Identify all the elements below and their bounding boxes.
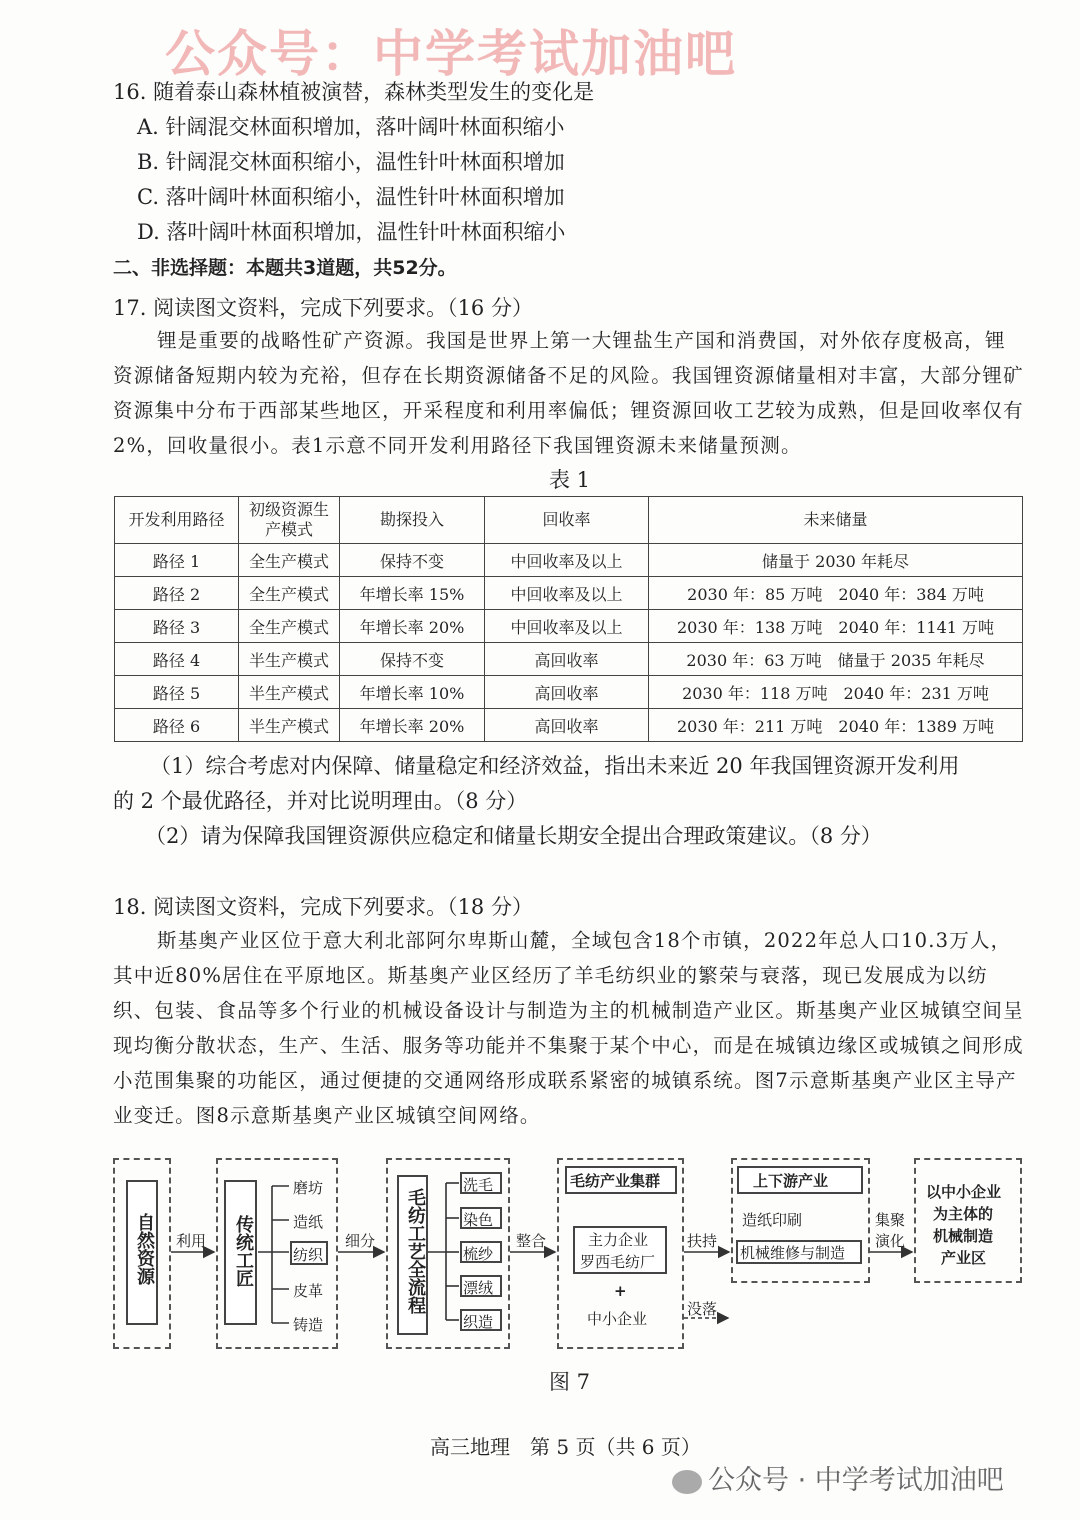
cell: 半生产模式 xyxy=(239,709,340,742)
cell: 全生产模式 xyxy=(239,610,340,643)
page-footer: 高三地理 第 5 页（共 6 页） xyxy=(430,1435,701,1459)
cluster-title: 毛纺产业集群 xyxy=(570,1172,661,1190)
support-label: 扶持 xyxy=(687,1232,718,1250)
th-path: 开发利用路径 xyxy=(115,497,239,544)
cell: 高回收率 xyxy=(485,643,649,676)
cell: 高回收率 xyxy=(485,709,649,742)
decline-label: 没落 xyxy=(687,1300,718,1318)
paper-printing: 造纸印刷 xyxy=(742,1211,803,1229)
cell: 半生产模式 xyxy=(239,676,340,709)
q16-option-a: A. 针阔混交林面积增加，落叶阔叶林面积缩小 xyxy=(137,115,565,139)
q17-passage: 锂是重要的战略性矿产资源。我国是世界上第一大锂盐生产国和消费国，对外依存度极高，锂资源储备短期内较为充裕，但存在长期资源储备不足的风险。我国锂资源储量相对丰富，大部分锂矿资源集中分布于西部某些地区，开采程度和利用率偏低；锂资源回收工艺较为成熟，但是回收率仅有2%，回收量很小。表1示意不同开发利用路径下我国锂资源未来储量预测。 xyxy=(113,329,1024,457)
figure7-caption: 图 7 xyxy=(549,1370,591,1394)
q16-stem: 16. 随着泰山森林植被演替，森林类型发生的变化是 xyxy=(113,80,595,104)
craft-leather: 皮革 xyxy=(293,1282,324,1300)
process-label: 毛纺工艺全流程 xyxy=(405,1188,426,1314)
cell: 保持不变 xyxy=(340,544,485,577)
plus-sign: + xyxy=(614,1282,627,1300)
cell: 中回收率及以上 xyxy=(485,577,649,610)
integrate-label: 整合 xyxy=(516,1232,547,1250)
use-label: 利用 xyxy=(176,1232,207,1250)
q17-stem: 17. 阅读图文资料，完成下列要求。（16 分） xyxy=(113,296,533,320)
cell: 路径 5 xyxy=(115,676,239,709)
cell: 储量于 2030 年耗尽 xyxy=(649,544,1023,577)
cell: 半生产模式 xyxy=(239,643,340,676)
cell: 路径 1 xyxy=(115,544,239,577)
main-firm-label: 主力企业 xyxy=(588,1231,649,1249)
table1-title: 表 1 xyxy=(549,468,591,492)
sme-label: 中小企业 xyxy=(587,1310,648,1328)
cell: 2030 年：211 万吨 2040 年：1389 万吨 xyxy=(649,709,1023,742)
q18-passage: 斯基奥产业区位于意大利北部阿尔卑斯山麓，全域包含18个市镇，2022年总人口10.3万人，其中近80%居住在平原地区。斯基奥产业区经历了羊毛纺织业的繁荣与衰落，现已发展成为以纺织、包装、食品等多个行业的机械设备设计与制造为主的机械制造产业区。斯基奥产业区城镇空间呈现均衡分散状态，生产、生活、服务等功能并不集聚于某个中心，而是在城镇边缘区或城镇之间形成小范围集聚的功能区，通过便捷的交通网络形成联系紧密的城镇系统。图7示意斯基奥产业区主导产业变迁。图8示意斯基奥产业区城镇空间网络。 xyxy=(113,929,1024,1127)
final-line3: 机械制造 xyxy=(933,1227,994,1245)
q18-stem: 18. 阅读图文资料，完成下列要求。（18 分） xyxy=(113,895,533,919)
cell: 路径 2 xyxy=(115,577,239,610)
th-explore: 勘探投入 xyxy=(340,497,485,544)
step-bleach: 漂绒 xyxy=(463,1279,494,1297)
step-comb: 梳纱 xyxy=(463,1245,494,1263)
gather-label: 集聚 xyxy=(875,1211,906,1229)
watermark-bottom xyxy=(672,1458,1004,1497)
q16-option-d: D. 落叶阔叶林面积增加，温性针叶林面积缩小 xyxy=(137,220,566,244)
cell: 路径 3 xyxy=(115,610,239,643)
cell: 中回收率及以上 xyxy=(485,544,649,577)
craft-mill: 磨坊 xyxy=(293,1179,324,1197)
cell: 年增长率 20% xyxy=(340,610,485,643)
main-firm-name: 罗西毛纺厂 xyxy=(580,1253,656,1271)
cell: 保持不变 xyxy=(340,643,485,676)
final-line1: 以中小企业 xyxy=(926,1183,1002,1201)
cell: 2030 年：118 万吨 2040 年：231 万吨 xyxy=(649,676,1023,709)
craftsmen-label: 传统工匠 xyxy=(233,1215,254,1287)
cell: 中回收率及以上 xyxy=(485,610,649,643)
updown-title: 上下游产业 xyxy=(753,1172,829,1190)
step-dye: 染色 xyxy=(463,1211,494,1229)
cell: 2030 年：63 万吨 储量于 2035 年耗尽 xyxy=(649,643,1023,676)
wechat-icon xyxy=(672,1470,702,1494)
step-wash: 洗毛 xyxy=(463,1176,494,1194)
step-weave: 织造 xyxy=(463,1313,494,1331)
craft-casting: 铸造 xyxy=(293,1316,324,1334)
section-heading: 二、非选择题：本题共3道题，共52分。 xyxy=(113,257,457,279)
cell: 路径 6 xyxy=(115,709,239,742)
cell: 年增长率 20% xyxy=(340,709,485,742)
subdivide-label: 细分 xyxy=(345,1232,376,1250)
machinery-repair: 机械维修与制造 xyxy=(740,1244,846,1262)
craft-paper: 造纸 xyxy=(293,1213,324,1231)
q17-sub1-line1: （1）综合考虑对内保障、储量稳定和经济效益，指出未来近 20 年我国锂资源开发利用 xyxy=(150,754,960,778)
final-line4: 产业区 xyxy=(941,1249,987,1267)
final-line2: 为主体的 xyxy=(933,1205,994,1223)
cell: 2030 年：138 万吨 2040 年：1141 万吨 xyxy=(649,610,1023,643)
watermark-top: 公众号：中学考试加油吧 xyxy=(165,25,737,83)
cell: 高回收率 xyxy=(485,676,649,709)
cell: 全生产模式 xyxy=(239,544,340,577)
craft-textile: 纺织 xyxy=(293,1246,324,1264)
natural-resources-label: 自然资源 xyxy=(134,1213,155,1285)
evolve-label: 演化 xyxy=(875,1232,906,1250)
watermark-bottom-text: 公众号 · 中学考试加油吧 xyxy=(708,1465,1004,1496)
th-reserve: 未来储量 xyxy=(649,497,1023,544)
q16-option-b: B. 针阔混交林面积缩小，温性针叶林面积增加 xyxy=(137,150,565,174)
cell: 路径 4 xyxy=(115,643,239,676)
q17-sub1-line2: 的 2 个最优路径，并对比说明理由。（8 分） xyxy=(113,789,528,813)
cell: 年增长率 15% xyxy=(340,577,485,610)
cell: 全生产模式 xyxy=(239,577,340,610)
q17-sub2: （2）请为保障我国锂资源供应稳定和储量长期安全提出合理政策建议。（8 分） xyxy=(145,824,882,848)
cell: 年增长率 10% xyxy=(340,676,485,709)
th-recovery: 回收率 xyxy=(485,497,649,544)
th-mode: 初级资源生产模式 xyxy=(239,497,340,544)
cell: 2030 年：85 万吨 2040 年：384 万吨 xyxy=(649,577,1023,610)
q16-option-c: C. 落叶阔叶林面积缩小，温性针叶林面积增加 xyxy=(137,185,565,209)
